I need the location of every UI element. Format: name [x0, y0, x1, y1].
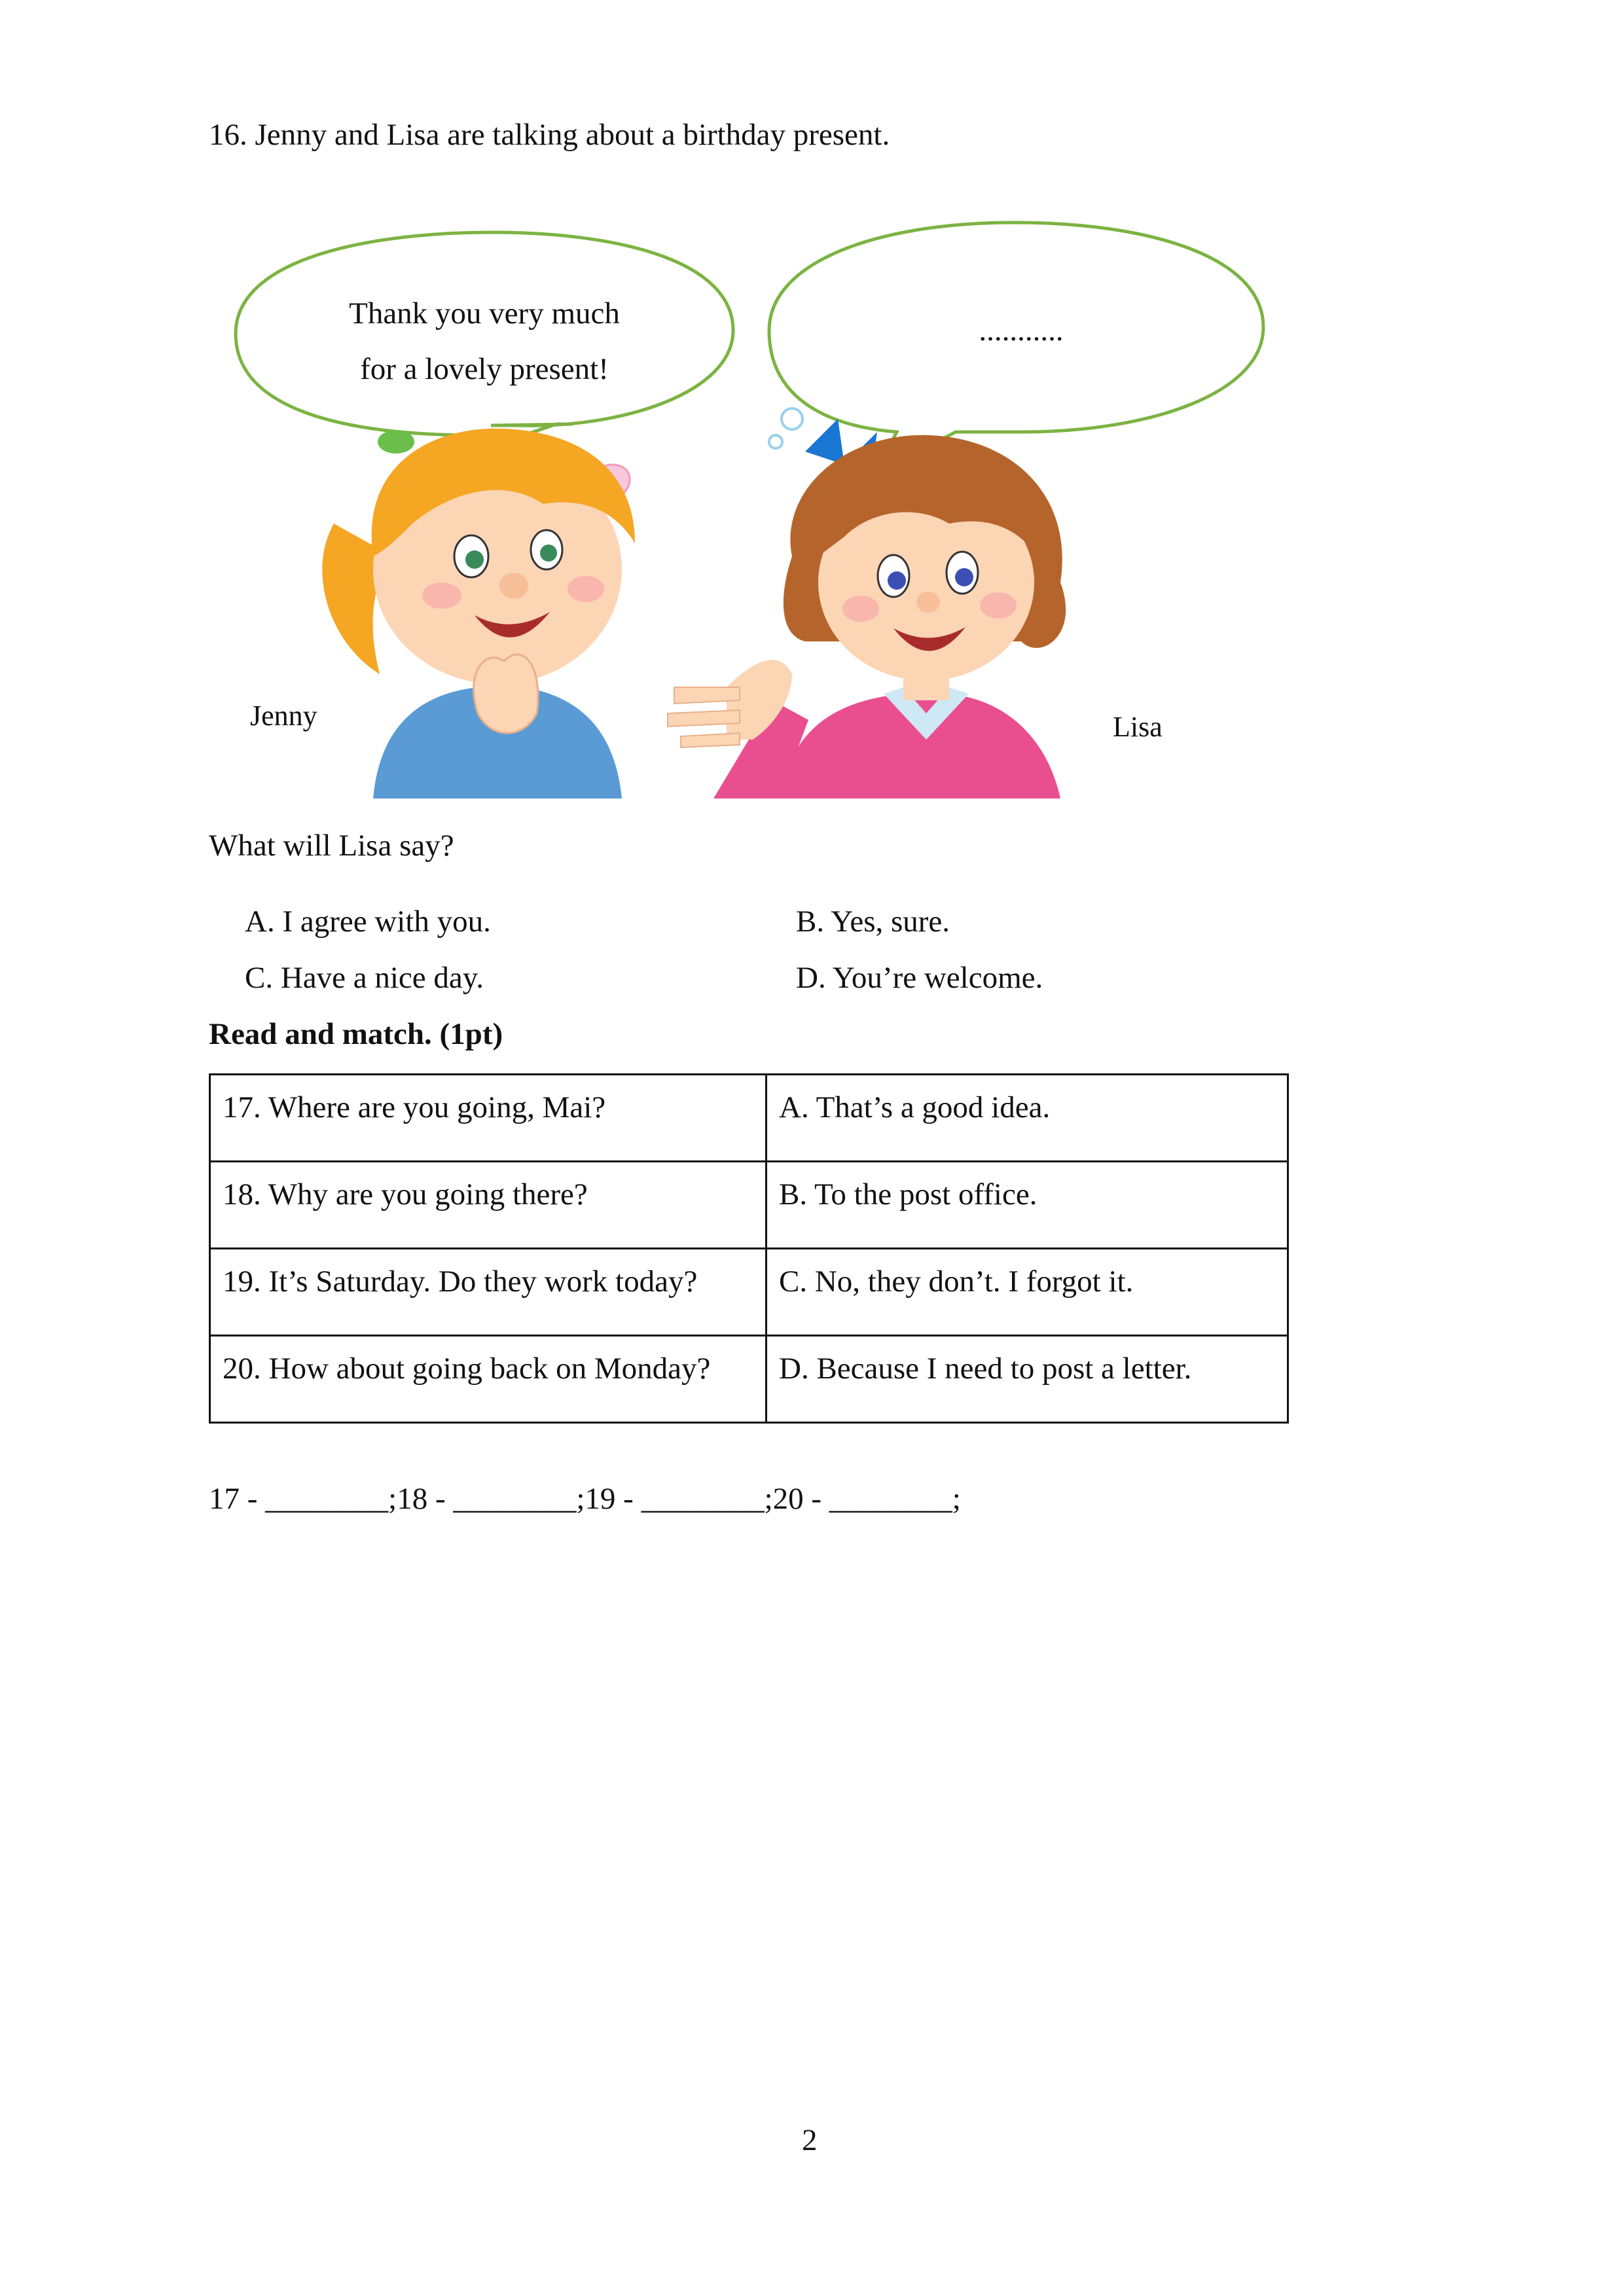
match-table [209, 1073, 1289, 1424]
jenny-speech-bubble [236, 232, 733, 442]
table-row [210, 1075, 1288, 1162]
option-c: C. Have a nice day. [245, 961, 484, 995]
jenny-speech-line-2: for a lovely present! [360, 352, 609, 386]
page-number: 2 [802, 2123, 818, 2157]
table-row [210, 1249, 1288, 1336]
bubble-icon [782, 408, 803, 429]
lisa-figure [668, 435, 1066, 798]
lisa-speech-text: ........... [979, 314, 1064, 348]
match-answer: A. That’s a good idea. [767, 1075, 1288, 1162]
option-b: B. Yes, sure. [796, 905, 950, 939]
match-answer: C. No, they don’t. I forgot it. [767, 1249, 1288, 1336]
match-heading: Read and match. (1pt) [209, 1017, 503, 1051]
match-question: 18. Why are you going there? [210, 1162, 767, 1249]
jenny-label: Jenny [250, 700, 317, 732]
answer-line: 17 - ________;18 - ________;19 - ________;20 - ________; [209, 1482, 961, 1516]
option-a: A. I agree with you. [245, 905, 491, 939]
match-question: 19. It’s Saturday. Do they work today? [210, 1249, 767, 1336]
table-row [210, 1162, 1288, 1249]
bubble-icon [769, 435, 782, 448]
jenny-speech-line-1: Thank you very much [349, 296, 620, 331]
match-answer: D. Because I need to post a letter. [767, 1336, 1288, 1423]
match-question: 20. How about going back on Monday? [210, 1336, 767, 1423]
jenny-figure [322, 429, 635, 798]
match-answer: B. To the post office. [767, 1162, 1288, 1249]
lisa-label: Lisa [1113, 711, 1163, 743]
option-d: D. You’re welcome. [796, 961, 1043, 995]
table-row [210, 1336, 1288, 1423]
question-16-title: 16. Jenny and Lisa are talking about a birthday present. [209, 118, 890, 152]
match-question: 17. Where are you going, Mai? [210, 1075, 767, 1162]
question-16-prompt: What will Lisa say? [209, 829, 454, 863]
lisa-speech-bubble [769, 223, 1263, 475]
